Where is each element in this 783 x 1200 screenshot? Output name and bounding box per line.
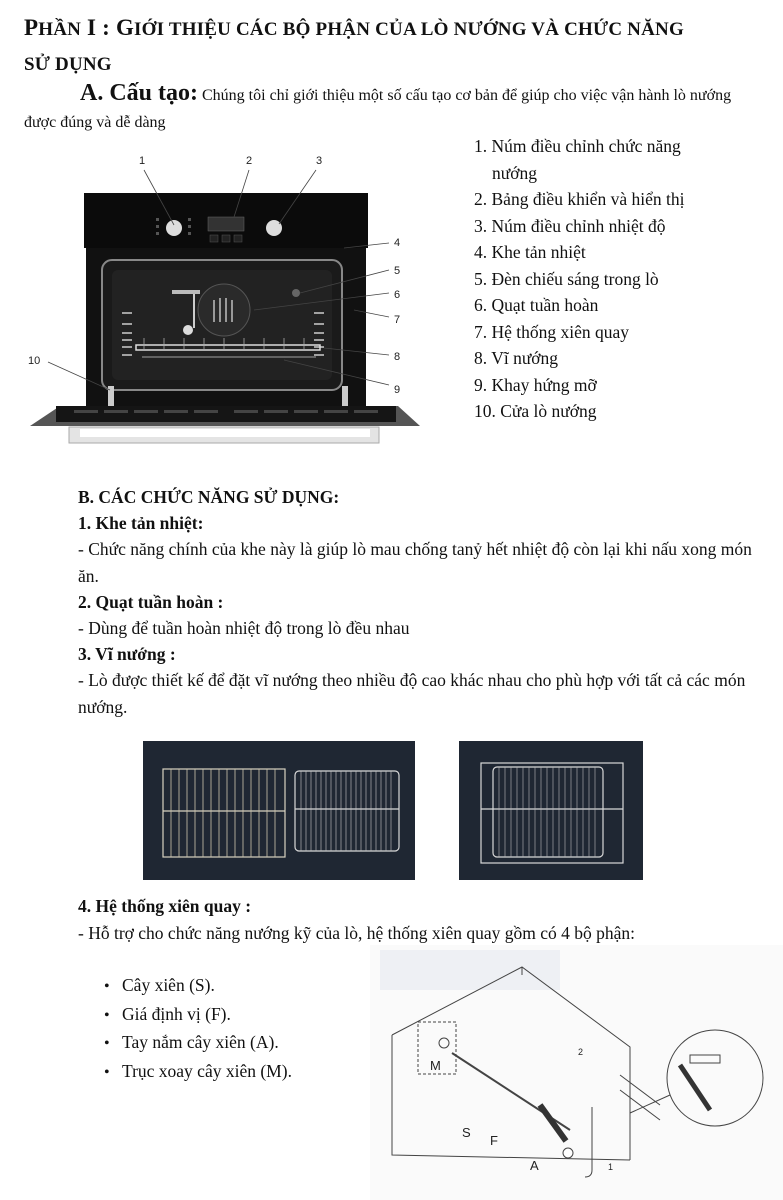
racks-photo-pair: [143, 741, 415, 880]
function-text-vents: - Chức năng chính của khe này là giúp lò mau chống tanỷ hết nhiệt độ còn lại khi nấu xong món ăn.: [78, 539, 752, 586]
component-item: • Cây xiên (S).: [104, 972, 292, 1001]
callout-2: 2: [246, 155, 253, 167]
callout-9: 9: [394, 384, 401, 396]
part-item: 8. Vĩ nướng: [474, 348, 559, 368]
callout-4: 4: [394, 237, 401, 249]
rotisserie-diagram: [370, 945, 783, 1200]
parts-list: [474, 133, 774, 425]
part-item: 1. Núm điều chỉnh chức năng nướng: [474, 136, 681, 183]
part-item: 2. Bảng điều khiển và hiển thị: [474, 189, 685, 209]
section-b: [78, 484, 758, 720]
label-1: 1: [608, 1162, 614, 1172]
heading-title-cap: G: [115, 15, 135, 40]
function-title-vents: 1. Khe tản nhiệt:: [78, 513, 204, 534]
rotisserie-text: - Hỗ trợ cho chức năng nướng kỹ của lò, hệ thống xiên quay gồm có 4 bộ phận:: [78, 923, 636, 943]
display-icon: [208, 217, 244, 231]
label-s: S: [462, 1125, 471, 1140]
page-heading: [24, 10, 774, 82]
callout-1: 1: [139, 155, 146, 167]
heading-title-line2: SỬ DỤNG: [24, 54, 112, 75]
section-a-intro-text: Chúng tôi chỉ giới thiệu một số cấu tạo cơ bản để giúp cho việc vận hành lò nướng được đúng và dễ dàng: [24, 87, 732, 131]
part-item: 6. Quạt tuần hoàn: [474, 295, 599, 315]
function-title-rack: 3. Vĩ nướng :: [78, 644, 176, 665]
oven-diagram: [24, 150, 424, 446]
rotisserie-title: 4. Hệ thống xiên quay :: [78, 896, 252, 916]
callout-3: 3: [316, 155, 323, 167]
callout-5: 5: [394, 265, 401, 277]
component-item: • Tay nắm cây xiên (A).: [104, 1029, 292, 1058]
section-a-intro: [24, 80, 764, 136]
heading-part-cap: P: [24, 15, 39, 40]
heading-title-line1: IỚI THIỆU CÁC BỘ PHẬN CỦA LÒ NƯỚNG VÀ CHỨC NĂNG: [134, 19, 684, 40]
heading-part-rest: HẦN: [38, 19, 82, 40]
label-f: F: [490, 1133, 498, 1148]
rotisserie-section: [78, 893, 758, 947]
label-m: M: [430, 1058, 441, 1073]
component-item: • Trục xoay cây xiên (M).: [104, 1058, 292, 1087]
function-text-rack: - Lò được thiết kế để đặt vĩ nướng theo nhiều độ cao khác nhau cho phù hợp với tất cả các món nướng.: [78, 670, 746, 717]
callout-10: 10: [28, 355, 41, 367]
label-2: 2: [578, 1047, 584, 1057]
temperature-knob-icon: [266, 220, 282, 236]
component-item: • Giá định vị (F).: [104, 1001, 292, 1030]
function-text-fan: - Dùng để tuần hoàn nhiệt độ trong lò đều nhau: [78, 618, 410, 639]
callout-6: 6: [394, 289, 401, 301]
oven-light-icon: [292, 289, 300, 297]
part-item: 7. Hệ thống xiên quay: [474, 321, 630, 342]
rotisserie-components: [104, 972, 292, 1086]
heading-part-number: I :: [81, 15, 116, 40]
function-knob-icon: [166, 220, 182, 236]
racks-photo-stacked: [459, 741, 643, 880]
part-item: 9. Khay hứng mỡ: [474, 374, 597, 395]
section-b-title: B. CÁC CHỨC NĂNG SỬ DỤNG:: [78, 487, 340, 507]
part-item: 4. Khe tản nhiệt: [474, 242, 586, 262]
part-item: 5. Đèn chiếu sáng trong lò: [474, 268, 659, 289]
part-item: 10. Cửa lò nướng: [474, 401, 597, 421]
callout-8: 8: [394, 351, 401, 363]
function-title-fan: 2. Quạt tuần hoàn :: [78, 591, 224, 612]
part-item: 3. Núm điều chỉnh nhiệt độ: [474, 215, 666, 236]
callout-7: 7: [394, 314, 401, 326]
section-a-title: A. Cấu tạo:: [80, 80, 198, 106]
label-a: A: [530, 1158, 539, 1173]
